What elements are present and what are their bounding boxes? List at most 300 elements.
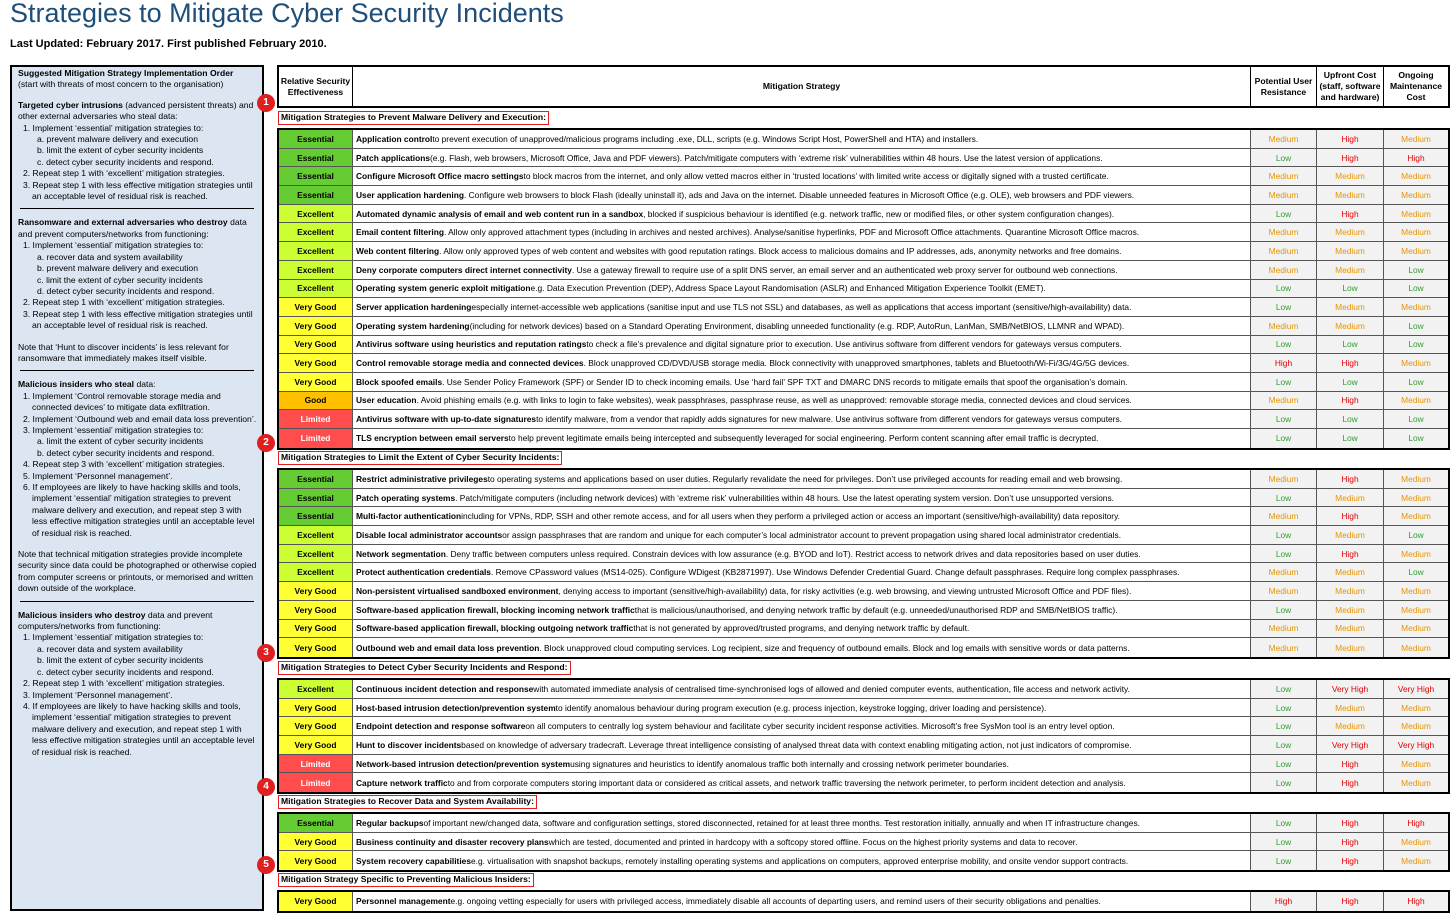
user-resistance: High	[1251, 354, 1317, 372]
section-title: Mitigation Strategies to Limit the Extent of Cyber Security Incidents:	[278, 451, 562, 465]
strategy-name: TLS encryption between email servers	[356, 433, 509, 444]
strategy-detail: e.g. virtualisation with snapshot backups, remotely installing operating systems and applications on computers, approved enterprise mobility, and onsite vendor support contracts.	[471, 855, 1129, 866]
effectiveness-rating: Very Good	[279, 699, 353, 717]
strategy-name: Antivirus software with up-to-date signatures	[356, 414, 537, 425]
ongoing-cost: Medium	[1384, 638, 1448, 657]
user-resistance: Low	[1251, 149, 1317, 167]
user-resistance: Low	[1251, 833, 1317, 851]
strategy-description	[353, 717, 1251, 735]
table-row	[279, 736, 1448, 755]
user-resistance: Low	[1251, 489, 1317, 507]
table-row	[279, 429, 1448, 448]
strategy-description	[353, 526, 1251, 544]
ongoing-cost: Medium	[1384, 470, 1448, 488]
strategy-description	[353, 470, 1251, 488]
sidebar-step: c. detect cyber security incidents and respond.	[37, 156, 214, 167]
sidebar-block-lead	[18, 610, 257, 633]
strategy-description	[353, 755, 1251, 773]
effectiveness-rating: Limited	[279, 773, 353, 792]
user-resistance: Low	[1251, 814, 1317, 832]
strategy-name: Disable local administrator accounts	[356, 529, 503, 540]
table-row	[279, 223, 1448, 242]
effectiveness-rating: Essential	[279, 470, 353, 488]
strategy-description	[353, 814, 1251, 832]
effectiveness-rating: Excellent	[279, 280, 353, 298]
strategy-description	[353, 489, 1251, 507]
sidebar-step: 4. If employees are likely to have hacking skills and tools, implement ‘essential’ mitigation strategies to prevent malware delivery and execution, and repeat step 1 with less effective mitigation strategies until an acceptable level of residual risk is reached.	[23, 700, 255, 757]
user-resistance: Low	[1251, 545, 1317, 563]
upfront-cost: High	[1317, 130, 1384, 148]
effectiveness-rating: Limited	[279, 410, 353, 428]
sidebar-step: 3. Repeat step 1 with less effective mitigation strategies until an acceptable level of residual risk is reached.	[23, 179, 253, 202]
table-row	[279, 410, 1448, 429]
user-resistance: Low	[1251, 680, 1317, 698]
strategy-name: Application control	[356, 133, 433, 144]
table-row	[279, 167, 1448, 186]
upfront-cost: Low	[1317, 373, 1384, 391]
strategy-name: Software-based application firewall, blocking outgoing network traffic	[356, 623, 634, 634]
user-resistance: Low	[1251, 736, 1317, 754]
upfront-cost: Low	[1317, 410, 1384, 428]
sidebar-step: 3. Repeat step 1 with less effective mitigation strategies until an acceptable level of residual risk is reached.	[23, 308, 253, 331]
sidebar-note: Note that technical mitigation strategies provide incomplete security since data could be photographed or otherwise copied from computer screens or printouts, or memorised and written down outside of the workplace.	[18, 549, 257, 594]
user-resistance: Low	[1251, 298, 1317, 316]
strategy-description	[353, 261, 1251, 279]
strategy-name: Server application hardening	[356, 302, 472, 313]
table-row	[279, 392, 1448, 411]
strategy-detail: which are tested, documented and printed in hardcopy with a softcopy stored offline. Focus on the highest priority systems and data to recover.	[548, 836, 1078, 847]
upfront-cost: High	[1317, 507, 1384, 525]
ongoing-cost: Medium	[1384, 242, 1448, 260]
strategy-name: Restrict administrative privileges	[356, 473, 488, 484]
user-resistance: Low	[1251, 773, 1317, 792]
upfront-cost: Medium	[1317, 717, 1384, 735]
strategy-name: Regular backups	[356, 817, 424, 828]
effectiveness-rating: Very Good	[279, 717, 353, 735]
ongoing-cost: Medium	[1384, 601, 1448, 619]
table-row	[279, 205, 1448, 224]
header-effectiveness: Relative Security Effectiveness	[279, 67, 353, 106]
header-ongoing-cost: Ongoing Maintenance Cost	[1389, 70, 1443, 102]
sidebar-block-lead-rest: data and prevent computers/networks from functioning:	[18, 609, 213, 632]
sidebar-block-lead-rest: (advanced persistent threats) and other external adversaries who steal data:	[18, 99, 254, 122]
upfront-cost: Medium	[1317, 582, 1384, 600]
strategy-description	[353, 833, 1251, 851]
strategy-name: Operating system generic exploit mitigation	[356, 283, 531, 294]
table-row	[279, 489, 1448, 508]
user-resistance: Low	[1251, 205, 1317, 223]
table-row	[279, 526, 1448, 545]
upfront-cost: Medium	[1317, 261, 1384, 279]
strategy-detail: on all computers to centrally log system behaviour and facilitate cyber security incident response activities. Microsoft’s free SysMon tool is an entry level option.	[525, 721, 1115, 732]
user-resistance: Medium	[1251, 261, 1317, 279]
ongoing-cost: Low	[1384, 373, 1448, 391]
sidebar-step: 3. Implement ‘essential’ mitigation strategies to:	[23, 424, 204, 435]
strategy-detail: with automated immediate analysis of centralised time-synchronised logs of allowed and denied computer events, authentication, file access and network activity.	[533, 683, 1130, 694]
sidebar-block-lead	[18, 217, 257, 240]
ongoing-cost: Medium	[1384, 354, 1448, 372]
upfront-cost: Medium	[1317, 317, 1384, 335]
ongoing-cost: Low	[1384, 526, 1448, 544]
strategy-description	[353, 336, 1251, 354]
table-row	[279, 755, 1448, 774]
effectiveness-rating: Very Good	[279, 892, 353, 911]
effectiveness-rating: Excellent	[279, 223, 353, 241]
strategy-detail: using signatures and heuristics to identify anomalous traffic both internally and crossing network perimeter boundaries.	[570, 758, 1009, 769]
upfront-cost: High	[1317, 205, 1384, 223]
strategy-name: Patch operating systems	[356, 492, 456, 503]
sidebar-step: b. limit the extent of cyber security incidents	[37, 145, 204, 156]
ongoing-cost: Medium	[1384, 755, 1448, 773]
strategy-description	[353, 280, 1251, 298]
section-title: Mitigation Strategies to Prevent Malware Delivery and Execution:	[278, 111, 549, 125]
user-resistance: Medium	[1251, 317, 1317, 335]
user-resistance: Medium	[1251, 563, 1317, 581]
strategy-detail: based on knowledge of adversary tradecraft. Leverage threat intelligence consisting of analysed threat data with context enabling mitigating action, not just indicators of compromise.	[461, 739, 1132, 750]
strategy-description	[353, 851, 1251, 870]
upfront-cost: High	[1317, 892, 1384, 911]
sidebar-step: 1. Implement ‘essential’ mitigation strategies to:	[23, 240, 204, 251]
table-header	[277, 65, 1450, 108]
strategy-name: Block spoofed emails	[356, 376, 443, 387]
ongoing-cost: Medium	[1384, 851, 1448, 870]
strategy-description	[353, 638, 1251, 657]
section-title: Mitigation Strategy Specific to Preventing Malicious Insiders:	[278, 873, 534, 887]
effectiveness-rating: Very Good	[279, 336, 353, 354]
strategy-detail: . Patch/mitigate computers (including network devices) with ‘extreme risk’ vulnerabilities within 48 hours. Use the latest operating system version. Don’t use unsupported versions.	[455, 492, 1114, 503]
strategy-name: Operating system hardening	[356, 320, 470, 331]
strategy-name: User application hardening	[356, 189, 464, 200]
sidebar-step: 1. Implement ‘Control removable storage media and connected devices’ to mitigate data exfiltration.	[23, 390, 221, 413]
strategy-name: Control removable storage media and connected devices	[356, 358, 584, 369]
strategy-name: Non-persistent virtualised sandboxed environment	[356, 585, 559, 596]
ongoing-cost: Medium	[1384, 298, 1448, 316]
ongoing-cost: Medium	[1384, 167, 1448, 185]
user-resistance: Medium	[1251, 620, 1317, 638]
upfront-cost: Medium	[1317, 620, 1384, 638]
sidebar-step: 2. Implement ‘Outbound web and email data loss prevention’.	[23, 413, 257, 424]
effectiveness-rating: Excellent	[279, 545, 353, 563]
sidebar-step: 3. Implement ‘Personnel management’.	[23, 689, 173, 700]
effectiveness-rating: Essential	[279, 489, 353, 507]
effectiveness-rating: Good	[279, 392, 353, 410]
effectiveness-rating: Very Good	[279, 298, 353, 316]
sidebar-header	[12, 68, 262, 91]
strategy-name: Web content filtering	[356, 245, 440, 256]
user-resistance: Low	[1251, 755, 1317, 773]
strategy-detail: to operating systems and applications based on user duties. Regularly revalidate the need for privileges. Don’t use privileged accounts for reading email and web browsing.	[487, 473, 1123, 484]
strategy-description	[353, 545, 1251, 563]
sidebar-block	[12, 217, 262, 364]
strategy-name: Antivirus software using heuristics and reputation ratings	[356, 339, 587, 350]
table-row	[279, 545, 1448, 564]
strategy-detail: to identify anomalous behaviour during program execution (e.g. process injection, keystroke logging, driver loading and persistence).	[555, 702, 1047, 713]
strategy-description	[353, 699, 1251, 717]
sidebar-block-lead-rest: data and prevent computers/networks from functioning:	[18, 217, 247, 239]
table-row	[279, 261, 1448, 280]
table-row	[279, 773, 1448, 792]
strategy-name: System recovery capabilities	[356, 855, 471, 866]
user-resistance: Low	[1251, 526, 1317, 544]
header-upfront-cost: Upfront Cost (staff, software and hardware)	[1317, 67, 1384, 106]
table-row	[279, 280, 1448, 299]
sidebar-step: 5. Implement ‘Personnel management’.	[23, 470, 173, 481]
sidebar-step: a. prevent malware delivery and execution	[37, 134, 198, 145]
ongoing-cost: Very High	[1384, 736, 1448, 754]
strategy-detail: . Configure web browsers to block Flash (ideally uninstall it), ads and Java on the internet. Disable unneeded features in Microsoft Office (e.g. OLE), web browsers and PDF viewers.	[463, 189, 1135, 200]
sidebar-divider	[20, 370, 254, 371]
section-number-badge: 4	[257, 778, 275, 796]
upfront-cost: Medium	[1317, 638, 1384, 657]
user-resistance: Low	[1251, 410, 1317, 428]
strategy-description	[353, 680, 1251, 698]
user-resistance: Medium	[1251, 242, 1317, 260]
sidebar-note: Note that ‘Hunt to discover incidents’ is less relevant for ransomware that immediately makes itself visible.	[18, 341, 229, 363]
table-row	[279, 317, 1448, 336]
ongoing-cost: Medium	[1384, 392, 1448, 410]
table-row	[279, 601, 1448, 620]
effectiveness-rating: Very Good	[279, 373, 353, 391]
strategy-description	[353, 773, 1251, 792]
upfront-cost: Medium	[1317, 699, 1384, 717]
strategy-detail: . Use Sender Policy Framework (SPF) or Sender ID to check incoming emails. Use ‘hard fail’ SPF TXT and DMARC DNS records to mitigate emails that spoof the organisation’s domain.	[442, 376, 1128, 387]
user-resistance: High	[1251, 892, 1317, 911]
effectiveness-rating: Excellent	[279, 526, 353, 544]
strategy-description	[353, 429, 1251, 448]
table-row	[279, 851, 1448, 870]
ongoing-cost: Low	[1384, 429, 1448, 448]
effectiveness-rating: Essential	[279, 507, 353, 525]
effectiveness-rating: Excellent	[279, 563, 353, 581]
user-resistance: Low	[1251, 429, 1317, 448]
strategy-detail: to block macros from the internet, and only allow vetted macros either in ‘trusted locations’ with limited write access or digitally signed with a trusted certificate.	[523, 171, 1109, 182]
ongoing-cost: Low	[1384, 280, 1448, 298]
strategy-description	[353, 892, 1251, 911]
strategy-description	[353, 373, 1251, 391]
table-row	[279, 638, 1448, 657]
strategy-description	[353, 736, 1251, 754]
effectiveness-rating: Excellent	[279, 205, 353, 223]
strategy-name: Configure Microsoft Office macro settings	[356, 171, 524, 182]
implementation-order-sidebar	[10, 65, 264, 911]
table-row	[279, 149, 1448, 168]
mitigation-table	[277, 468, 1450, 659]
table-row	[279, 507, 1448, 526]
sidebar-step: a. limit the extent of cyber security incidents	[37, 436, 204, 447]
strategy-name: Outbound web and email data loss prevention	[356, 642, 540, 653]
mitigation-table	[277, 128, 1450, 450]
strategy-description	[353, 354, 1251, 372]
section-title: Mitigation Strategies to Recover Data and System Availability:	[278, 795, 537, 809]
effectiveness-rating: Excellent	[279, 261, 353, 279]
sidebar-block-lead-bold: Malicious insiders who steal	[18, 379, 135, 390]
effectiveness-rating: Limited	[279, 755, 353, 773]
strategy-detail: (including for network devices) based on a Standard Operating Environment, disabling unneeded functionality (e.g. RDP, AutoRun, LanMan, SMB/NetBIOS, LLMNR and WPAD).	[469, 320, 1125, 331]
effectiveness-rating: Essential	[279, 130, 353, 148]
user-resistance: Medium	[1251, 223, 1317, 241]
sidebar-step: 2. Repeat step 1 with ‘excellent’ mitigation strategies.	[23, 297, 225, 308]
sidebar-heading: Suggested Mitigation Strategy Implementation Order	[18, 68, 234, 78]
sidebar-block-lead-rest: data:	[134, 379, 156, 390]
sidebar-step: d. detect cyber security incidents and respond.	[37, 285, 215, 296]
sidebar-step: b. detect cyber security incidents and respond.	[37, 447, 215, 458]
upfront-cost: Very High	[1317, 736, 1384, 754]
strategy-name: Software-based application firewall, blocking incoming network traffic	[356, 604, 635, 615]
ongoing-cost: Low	[1384, 336, 1448, 354]
effectiveness-rating: Limited	[279, 429, 353, 448]
strategy-name: Hunt to discover incidents	[356, 739, 462, 750]
ongoing-cost: High	[1384, 814, 1448, 832]
user-resistance: Low	[1251, 373, 1317, 391]
upfront-cost: High	[1317, 149, 1384, 167]
table-row	[279, 563, 1448, 582]
user-resistance: Low	[1251, 280, 1317, 298]
upfront-cost: Medium	[1317, 242, 1384, 260]
strategy-name: Host-based intrusion detection/prevention system	[356, 702, 556, 713]
strategy-name: Network-based intrusion detection/prevention system	[356, 758, 571, 769]
mitigation-table	[277, 812, 1450, 872]
upfront-cost: Medium	[1317, 601, 1384, 619]
strategy-detail: e.g. ongoing vetting especially for users with privileged access, immediately disable all accounts of departing users, and remind users of their security obligations and penalties.	[450, 896, 1101, 907]
user-resistance: Medium	[1251, 392, 1317, 410]
ongoing-cost: Medium	[1384, 205, 1448, 223]
upfront-cost: Medium	[1317, 563, 1384, 581]
effectiveness-rating: Very Good	[279, 317, 353, 335]
effectiveness-rating: Very Good	[279, 736, 353, 754]
table-row	[279, 620, 1448, 639]
strategy-description	[353, 392, 1251, 410]
effectiveness-rating: Excellent	[279, 242, 353, 260]
upfront-cost: High	[1317, 851, 1384, 870]
strategy-detail: of important new/changed data, software and configuration settings, stored disconnected, retained for at least three months. Test restoration initially, annually and when IT infrastructure changes.	[423, 817, 1140, 828]
table-row	[279, 186, 1448, 205]
table-row	[279, 833, 1448, 852]
strategy-description	[353, 620, 1251, 638]
sidebar-block	[12, 100, 262, 203]
table-row	[279, 699, 1448, 718]
table-row	[279, 814, 1448, 833]
effectiveness-rating: Essential	[279, 167, 353, 185]
strategy-detail: or assign passphrases that are random and unique for each computer’s local administrator account to prevent propagation using shared local administrator credentials.	[502, 529, 1122, 540]
ongoing-cost: Very High	[1384, 680, 1448, 698]
sidebar-block	[12, 610, 262, 758]
sidebar-step: 4. Repeat step 3 with ‘excellent’ mitigation strategies.	[23, 459, 225, 470]
strategy-name: Network segmentation	[356, 548, 446, 559]
table-row	[279, 680, 1448, 699]
effectiveness-rating: Essential	[279, 149, 353, 167]
upfront-cost: Medium	[1317, 489, 1384, 507]
upfront-cost: High	[1317, 545, 1384, 563]
sidebar-heading-note: (start with threats of most concern to the organisation)	[18, 79, 224, 90]
sidebar-block-lead-bold: Targeted cyber intrusions	[18, 99, 123, 110]
section-number-badge: 1	[257, 94, 275, 112]
ongoing-cost: Low	[1384, 563, 1448, 581]
table-row	[279, 373, 1448, 392]
sidebar-step: 6. If employees are likely to have hacking skills and tools, implement ‘essential’ mitigation strategies to prevent malware delivery and execution, and repeat step 3 with less effective mitigation strategies until an acceptable level of residual risk is reached.	[23, 482, 255, 538]
strategy-detail: . Block unapproved cloud computing services. Log recipient, size and frequency of outbound emails. Block and log emails with sensitive words or data patterns.	[539, 642, 1130, 653]
strategy-name: Capture network traffic	[356, 777, 448, 788]
sidebar-block	[12, 379, 262, 594]
sidebar-block-lead	[18, 100, 257, 123]
strategy-description	[353, 223, 1251, 241]
strategy-description	[353, 582, 1251, 600]
strategy-name: Endpoint detection and response software	[356, 721, 526, 732]
strategy-detail: that is not generated by approved/trusted programs, and denying network traffic by default.	[633, 623, 970, 634]
sidebar-block-lead-bold: Ransomware and external adversaries who destroy	[18, 217, 228, 228]
strategy-description	[353, 130, 1251, 148]
strategy-detail: . Avoid phishing emails (e.g. with links to login to fake websites), weak passphrases, passphrase reuse, as well as unapproved: removable storage media, connected devices and cloud services.	[416, 395, 1132, 406]
strategy-description	[353, 601, 1251, 619]
upfront-cost: Medium	[1317, 526, 1384, 544]
ongoing-cost: Medium	[1384, 545, 1448, 563]
user-resistance: Low	[1251, 851, 1317, 870]
strategy-description	[353, 410, 1251, 428]
strategy-description	[353, 149, 1251, 167]
table-row	[279, 298, 1448, 317]
sidebar-step: b. prevent malware delivery and execution	[37, 263, 198, 274]
user-resistance: Low	[1251, 717, 1317, 735]
upfront-cost: Medium	[1317, 223, 1384, 241]
section-title: Mitigation Strategies to Detect Cyber Security Incidents and Respond:	[278, 661, 571, 675]
table-row	[279, 582, 1448, 601]
ongoing-cost: Medium	[1384, 223, 1448, 241]
sidebar-block-lead	[18, 379, 257, 390]
upfront-cost: High	[1317, 755, 1384, 773]
effectiveness-rating: Very Good	[279, 833, 353, 851]
strategy-description	[353, 563, 1251, 581]
section-number-badge: 2	[257, 434, 275, 452]
header-resistance: Potential User Resistance	[1251, 67, 1317, 106]
strategy-name: Personnel management	[356, 896, 451, 907]
header-strategy: Mitigation Strategy	[353, 67, 1251, 106]
effectiveness-rating: Excellent	[279, 680, 353, 698]
strategy-detail: to and from corporate computers storing important data or considered as critical assets, and network traffic traversing the network perimeter, to perform incident detection and analysis.	[447, 777, 1126, 788]
upfront-cost: Low	[1317, 336, 1384, 354]
user-resistance: Medium	[1251, 130, 1317, 148]
mitigation-table	[277, 890, 1450, 913]
effectiveness-rating: Essential	[279, 814, 353, 832]
table-row	[279, 130, 1448, 149]
effectiveness-rating: Essential	[279, 186, 353, 204]
page-subtitle: Last Updated: February 2017. First published February 2010.	[10, 38, 327, 50]
strategy-description	[353, 167, 1251, 185]
page-title: Strategies to Mitigate Cyber Security Incidents	[10, 0, 564, 28]
table-row	[279, 354, 1448, 373]
sidebar-step: 2. Repeat step 1 with ‘excellent’ mitigation strategies.	[23, 678, 225, 689]
strategy-name: Multi-factor authentication	[356, 511, 462, 522]
user-resistance: Medium	[1251, 470, 1317, 488]
ongoing-cost: Medium	[1384, 507, 1448, 525]
strategy-detail: especially internet-accessible web applications (sanitise input and use TLS not SSL) and databases, as well as applications that access important (sensitive/high-availability) data.	[471, 302, 1132, 313]
sidebar-block-lead-bold: Malicious insiders who destroy	[18, 609, 146, 620]
user-resistance: Low	[1251, 601, 1317, 619]
strategy-detail: e.g. Data Execution Prevention (DEP), Address Space Layout Randomisation (ASLR) and Enhanced Mitigation Experience Toolkit (EMET).	[530, 283, 1046, 294]
upfront-cost: High	[1317, 814, 1384, 832]
sidebar-divider	[20, 601, 254, 602]
ongoing-cost: Medium	[1384, 833, 1448, 851]
effectiveness-rating: Very Good	[279, 851, 353, 870]
effectiveness-rating: Very Good	[279, 354, 353, 372]
strategy-name: Deny corporate computers direct internet connectivity	[356, 264, 572, 275]
sidebar-step: a. recover data and system availability	[37, 251, 183, 262]
strategy-detail: . Block unapproved CD/DVD/USB storage media. Block connectivity with unapproved smartphones, tablets and Bluetooth/Wi-Fi/3G/4G/5G devices.	[583, 358, 1130, 369]
ongoing-cost: High	[1384, 149, 1448, 167]
upfront-cost: High	[1317, 392, 1384, 410]
effectiveness-rating: Very Good	[279, 582, 353, 600]
upfront-cost: Medium	[1317, 167, 1384, 185]
strategy-description	[353, 186, 1251, 204]
upfront-cost: Low	[1317, 429, 1384, 448]
